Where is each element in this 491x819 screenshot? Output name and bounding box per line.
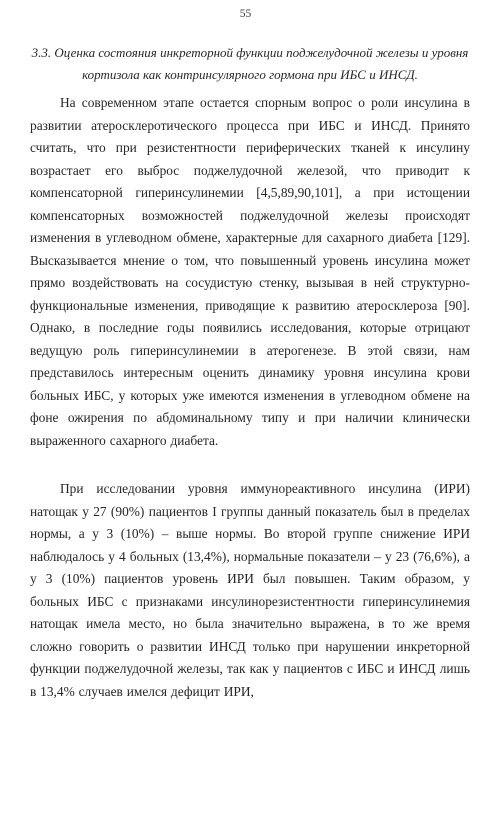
page-number: 55 [239, 8, 252, 20]
paragraph-1: На современном этапе остается спорным вопрос о роли инсулина в развитии атеросклеротического процесса при ИБС и ИНСД. Принято считать, что при резистентности периферических тканей к инсулину возрастает его выброс поджелудочной железой, что приводит к компенсаторной гиперинсулинемии [4,5,89,90,101], а при истощении компенсаторных возможностей поджелудочной железы происходят изменения в углеводном обмене, характерные для сахарного диабета [129]. Высказывается мнение о том, что повышенный уровень инсулина может прямо воздействовать на сосудистую стенку, вызывая в ней структурно-функциональные изменения, приводящие к развитию атеросклероза [90]. Однако, в последние годы появились исследования, которые отрицают ведущую роль гиперинсулинемии в атерогенезе. В этой связи, нам представилось интересным оценить динамику уровня инсулина крови больных ИБС, у которых уже имеются изменения в углеводном обмене на фоне ожирения по абдоминальному типу и при наличии клинически выраженного сахарного диабета. [30, 95, 470, 448]
paragraph-2: При исследовании уровня иммунореактивного инсулина (ИРИ) натощак у 27 (90%) пациентов I группы данный показатель был в пределах нормы, а у 3 (10%) – выше нормы. Во второй группе снижение ИРИ наблюдалось у 4 больных (13,4%), нормальные показатели – у 23 (76,6%), а у 3 (10%) пациентов уровень ИРИ был повышен. Таким образом, у больных ИБС с признаками инсулинорезистентности гиперинсулинемия натощак имела место, но была значительно выражена, в то же время сложно говорить о развитии ИНСД только при нарушении инкреторной функции поджелудочной железы, так как у пациентов с ИБС и ИНСД лишь в 13,4% случаев имелся дефицит ИРИ, [30, 481, 470, 699]
section-heading: 3.3. Оценка состояния инкреторной функции поджелудочной железы и уровня кортизола как контринсулярного гормона при ИБС и ИНСД. [31, 45, 469, 82]
